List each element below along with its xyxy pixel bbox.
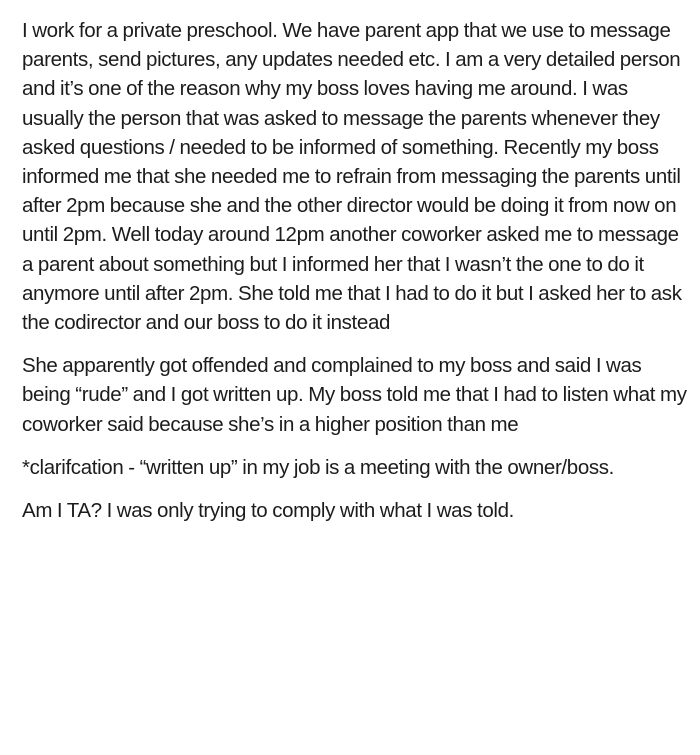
post-paragraph-question: Am I TA? I was only trying to comply with what I was told. bbox=[22, 499, 514, 523]
post-paragraph-consequence: She apparently got offended and complained to my boss and said I was being “rude” and I got written up. My boss told me that I had to listen what my coworker said because she’s in a higher position than me bbox=[22, 354, 687, 436]
post-body bbox=[22, 16, 690, 525]
post-paragraph-story: I work for a private preschool. We have parent app that we use to message parents, send pictures, any updates needed etc. I am a very detailed person and it’s one of the reason why my boss loves having me around. I was usually the person that was asked to message the parents whenever they asked questions / needed to be informed of something. Recently my boss informed me that she needed me to refrain from messaging the parents until after 2pm because she and the other director would be doing it from now on until 2pm. Well today around 12pm another coworker asked me to message a parent about something but I informed her that I wasn’t the one to do it anymore until after 2pm. She told me that I had to do it but I asked her to ask the codirector and our boss to do it instead bbox=[22, 19, 682, 335]
post-paragraph-clarification: *clarifcation - “written up” in my job is a meeting with the owner/boss. bbox=[22, 455, 615, 479]
